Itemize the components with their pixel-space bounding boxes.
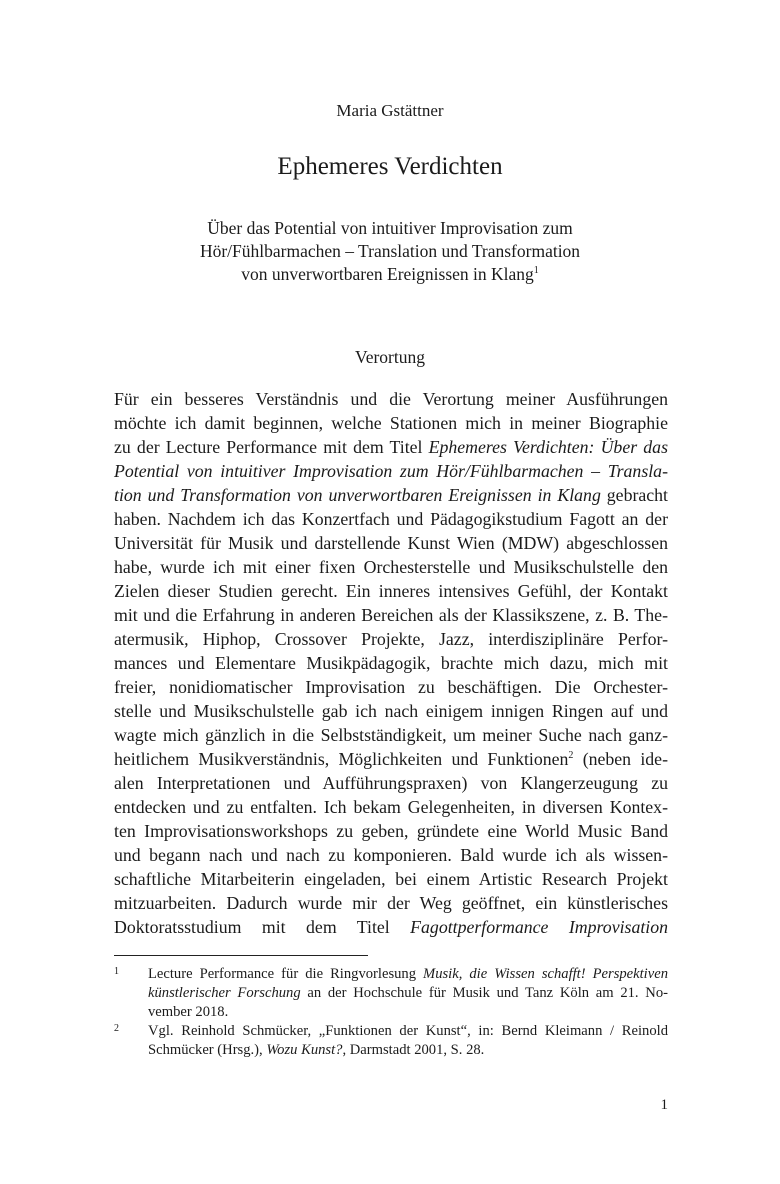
body-line: atermusik, Hiphop, Crossover Projekte, Jazz, interdisziplinäre Perfor- <box>114 629 668 649</box>
body-line: schaftliche Mitarbeiterin eingeladen, bei einem Artistic Research Projekt <box>114 869 668 889</box>
lecture-series-italic: Musik, die Wissen schafft! Perspektiven <box>423 966 668 982</box>
body-line: entdecken und zu entfalten. Ich bekam Gelegenheiten, in diversen Kontex- <box>114 797 668 817</box>
footnote-ref-2[interactable]: 2 <box>568 750 574 762</box>
body-line: Für ein besseres Verständnis und die Verortung meiner Ausführungen <box>114 389 668 409</box>
footnote-line: vember 2018. <box>148 1004 229 1020</box>
footnote-line <box>148 965 668 984</box>
body-text: (neben ide- <box>573 749 668 769</box>
body-line: mances und Elementare Musikpädagogik, brachte mich dazu, mich mit <box>114 653 668 673</box>
body-line: mitzuarbeiten. Dadurch wurde mir der Weg geöffnet, ein künstlerisches <box>114 893 668 913</box>
paper-subtitle <box>0 217 780 286</box>
body-line: stelle und Musikschulstelle gab ich nach einigem innigen Ringen auf und <box>114 701 668 721</box>
footnote-text <box>148 965 668 1022</box>
lecture-series-italic: künstlerischer Forschung <box>148 985 301 1001</box>
body-text: heitlichem Musikverständnis, Möglichkeiten und Funktionen <box>114 749 569 769</box>
lecture-title-italic: tion und Transformation von unverwortbaren Ereignissen in Klang <box>114 485 601 505</box>
body-line <box>114 483 668 507</box>
body-text: gebracht <box>600 485 669 505</box>
footnote-number: 2 <box>114 1023 119 1034</box>
body-line: freier, nonidiomatischer Improvisation zu beschäftigen. Die Orchester- <box>114 677 668 697</box>
footnote-ref-1[interactable]: 1 <box>533 265 539 277</box>
author-name: Maria Gstättner <box>336 101 444 120</box>
body-line <box>114 435 668 459</box>
body-line: ten Improvisationsworkshops zu geben, gründete eine World Music Band <box>114 821 668 841</box>
lecture-title-italic: Ephemeres Verdichten: Über das <box>428 437 668 457</box>
body-line: Zielen dieser Studien gerecht. Ein inneres intensives Gefühl, der Kontakt <box>114 581 668 601</box>
footnote-line <box>148 984 668 1003</box>
paper-title: Ephemeres Verdichten <box>277 153 503 180</box>
footnote-divider <box>114 955 368 956</box>
body-line <box>114 915 668 939</box>
body-line: und begann nach und nach zu komponieren. Bald wurde ich als wissen- <box>114 845 668 865</box>
footnote-text-run: Lecture Performance für die Ringvorlesung <box>148 966 424 982</box>
footnote-text <box>148 1022 668 1060</box>
footnote-text-run: an der Hochschule für Musik und Tanz Köln am 21. No- <box>300 985 668 1001</box>
body-line: mit und die Erfahrung in anderen Bereichen als der Klassikszene, z. B. The- <box>114 605 668 625</box>
body-paragraph <box>114 387 668 939</box>
body-line: Universität für Musik und darstellende Kunst Wien (MDW) abgeschlossen <box>114 533 668 553</box>
section-heading: Verortung <box>355 347 425 367</box>
subtitle-line-3-text: von unverwortbaren Ereignissen in Klang <box>241 264 534 284</box>
dissertation-title-italic: Fagottperformance Improvisation <box>410 917 668 937</box>
footnote-number: 1 <box>114 966 119 977</box>
body-line: wagte mich gänzlich in die Selbstständigkeit, um meiner Suche nach ganz- <box>114 725 668 745</box>
body-text: Doktoratsstudium mit dem Titel <box>114 917 411 937</box>
footnote-line <box>148 1041 668 1060</box>
lecture-title-italic: Potential von intuitiver Improvisation zum Hör/Fühlbarmachen – Transla- <box>114 461 668 481</box>
book-title-italic: Wozu Kunst? <box>266 1042 343 1058</box>
body-line: alen Interpretationen und Aufführungspraxen) von Klangerzeugung zu <box>114 773 668 793</box>
footnote-text-run: Schmücker (Hrsg.), <box>148 1042 267 1058</box>
body-line <box>114 459 668 483</box>
footnote-text-run: , Darmstadt 2001, S. 28. <box>342 1042 485 1058</box>
body-line: haben. Nachdem ich das Konzertfach und Pädagogikstudium Fagott an der <box>114 509 668 529</box>
subtitle-line-2: Hör/Fühlbarmachen – Translation und Transformation <box>199 241 581 261</box>
page-number: 1 <box>660 1097 668 1113</box>
body-line: möchte ich damit beginnen, welche Stationen mich in meiner Biographie <box>114 413 668 433</box>
body-line <box>114 747 668 771</box>
body-line: habe, wurde ich mit einer fixen Orchesterstelle und Musikschulstelle den <box>114 557 668 577</box>
subtitle-line-1: Über das Potential von intuitiver Improvisation zum <box>207 218 573 238</box>
subtitle-line-3 <box>0 263 780 286</box>
body-text: zu der Lecture Performance mit dem Titel <box>114 437 429 457</box>
footnote-line: Vgl. Reinhold Schmücker, „Funktionen der Kunst“, in: Bernd Kleimann / Reinold <box>148 1023 668 1039</box>
